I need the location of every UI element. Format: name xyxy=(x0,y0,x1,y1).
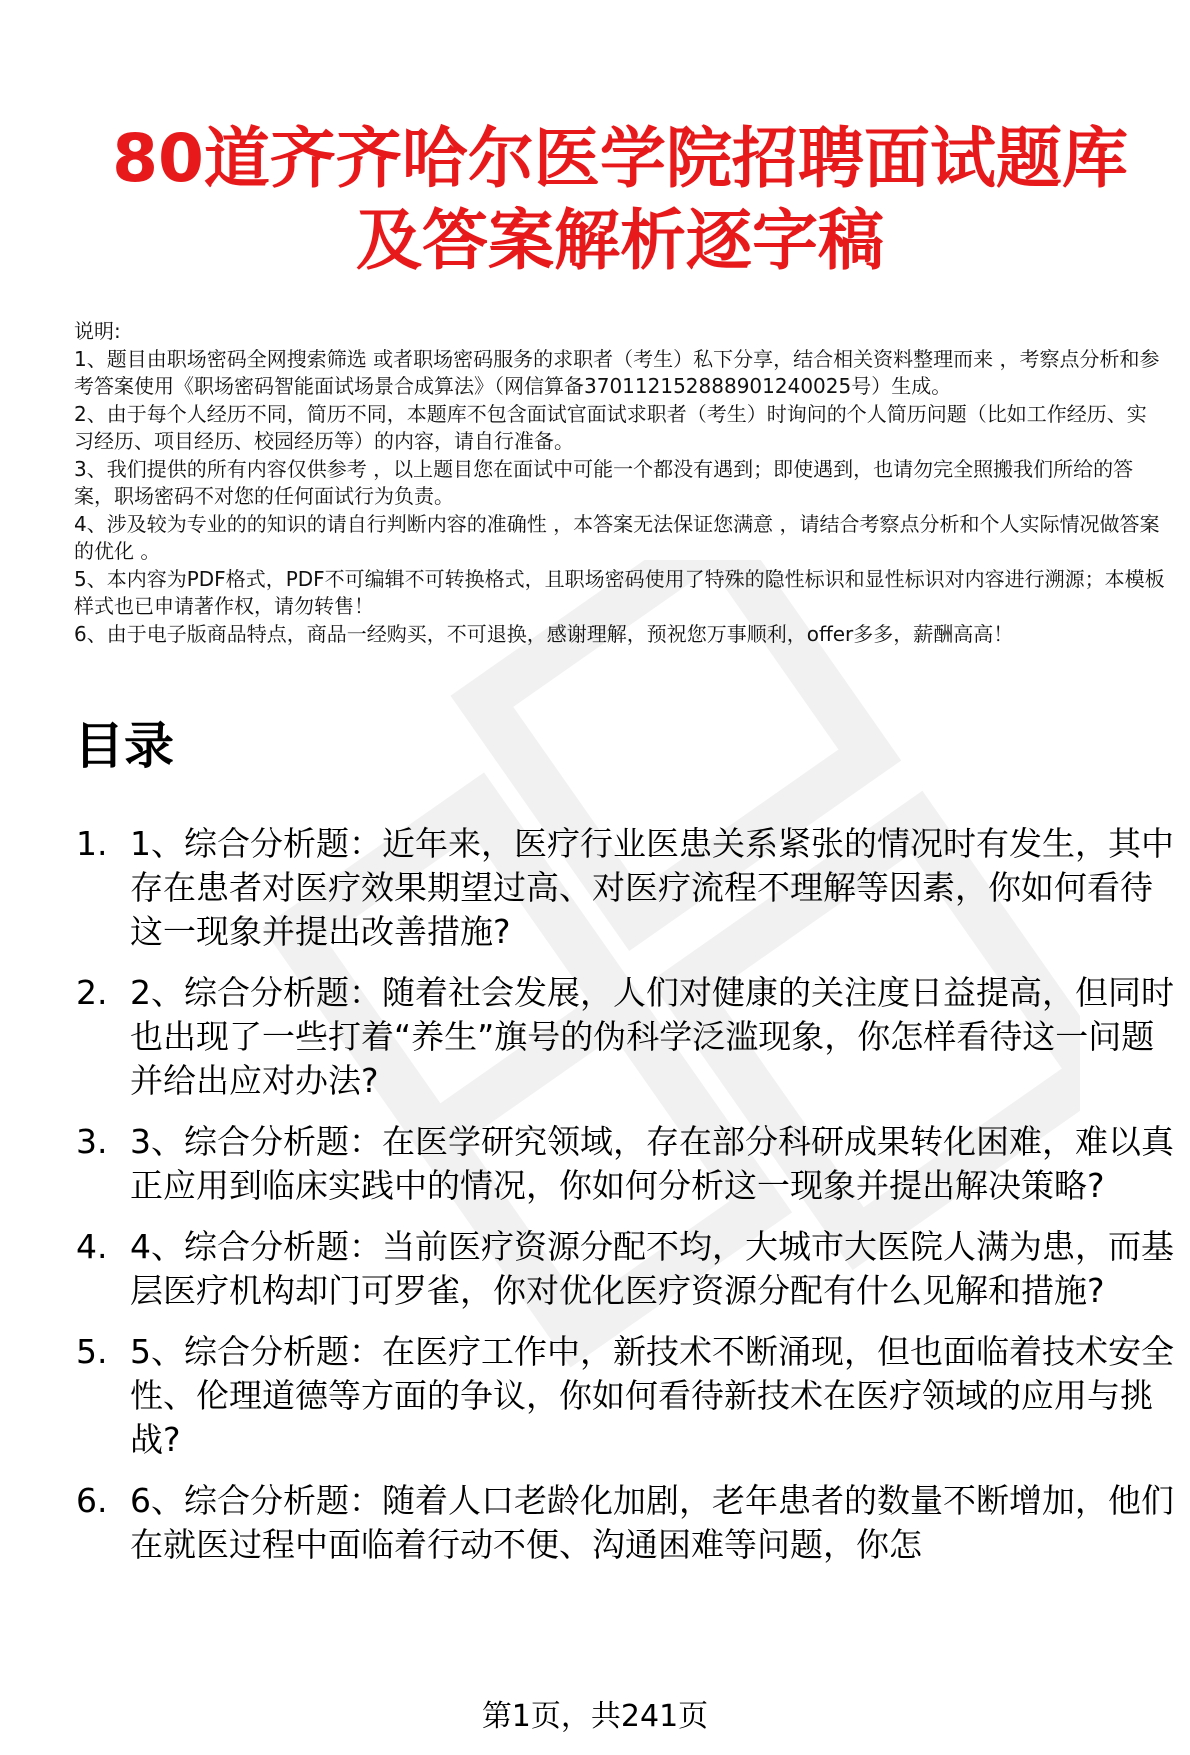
note-item: 6、由于电子版商品特点，商品一经购买，不可退换，感谢理解，预祝您万事顺利，offer多多，薪酬高高！ xyxy=(74,621,1014,646)
toc-list xyxy=(76,822,1176,1584)
toc-item-number: 6. xyxy=(76,1481,108,1520)
toc-item-number: 5. xyxy=(76,1332,108,1371)
page-number: 第1页，共241页 xyxy=(481,1699,709,1734)
note-item: 4、涉及较为专业的的知识的请自行判断内容的准确性 ，本答案无法保证您满意 ，请结合考察点分析和个人实际情况做答案的优化 。 xyxy=(74,511,1160,563)
toc-item-number: 1. xyxy=(76,824,108,863)
note-item: 5、本内容为PDF格式，PDF不可编辑不可转换格式，且职场密码使用了特殊的隐性标识和显性标识对内容进行溯源；本模板样式也已申请著作权，请勿转售！ xyxy=(74,566,1165,618)
toc-item[interactable] xyxy=(76,1330,1176,1462)
toc-item-text: 2、综合分析题：随着社会发展，人们对健康的关注度日益提高，但同时也出现了一些打着“养生”旗号的伪科学泛滥现象，你怎样看待这一问题并给出应对办法? xyxy=(130,973,1174,1100)
toc-item[interactable] xyxy=(76,822,1176,954)
toc-item-text: 1、综合分析题：近年来，医疗行业医患关系紧张的情况时有发生，其中存在患者对医疗效果期望过高、对医疗流程不理解等因素，你如何看待这一现象并提出改善措施? xyxy=(130,824,1174,951)
note-item: 2、由于每个人经历不同，简历不同，本题库不包含面试官面试求职者（考生）时询问的个人简历问题（比如工作经历、实习经历、项目经历、校园经历等）的内容，请自行准备。 xyxy=(74,401,1147,453)
notes-heading: 说明: xyxy=(74,319,121,343)
note-item: 1、题目由职场密码全网搜索筛选 或者职场密码服务的求职者（考生）私下分享，结合相关资料整理而来 ，考察点分析和参考答案使用《职场密码智能面试场景合成算法》（网信算备370112152888901240025号）生成。 xyxy=(74,346,1160,398)
toc-item-text: 5、综合分析题：在医疗工作中，新技术不断涌现，但也面临着技术安全性、伦理道德等方面的争议，你如何看待新技术在医疗领域的应用与挑战? xyxy=(130,1332,1174,1459)
toc-item-text: 4、综合分析题：当前医疗资源分配不均，大城市大医院人满为患，而基层医疗机构却门可罗雀，你对优化医疗资源分配有什么见解和措施? xyxy=(130,1227,1174,1310)
title-line-2: 及答案解析逐字稿 xyxy=(356,202,884,279)
toc-item[interactable] xyxy=(76,1479,1176,1567)
title-line-1: 80道齐齐哈尔医学院招聘面试题库 xyxy=(112,120,1128,197)
toc-item[interactable] xyxy=(76,971,1176,1103)
document-title xyxy=(60,118,1180,282)
toc-item[interactable] xyxy=(76,1225,1176,1313)
toc-item-number: 3. xyxy=(76,1122,108,1161)
toc-item-number: 4. xyxy=(76,1227,108,1266)
toc-item-text: 6、综合分析题：随着人口老龄化加剧，老年患者的数量不断增加，他们在就医过程中面临着行动不便、沟通困难等问题，你怎 xyxy=(130,1481,1174,1564)
note-item: 3、我们提供的所有内容仅供参考 ，以上题目您在面试中可能一个都没有遇到；即使遇到，也请勿完全照搬我们所给的答案，职场密码不对您的任何面试行为负责。 xyxy=(74,456,1134,508)
toc-item[interactable] xyxy=(76,1120,1176,1208)
toc-item-number: 2. xyxy=(76,973,108,1012)
toc-heading: 目录 xyxy=(74,717,174,775)
toc-item-text: 3、综合分析题：在医学研究领域，存在部分科研成果转化困难，难以真正应用到临床实践中的情况，你如何分析这一现象并提出解决策略? xyxy=(130,1122,1174,1205)
notes-section xyxy=(74,318,1166,648)
